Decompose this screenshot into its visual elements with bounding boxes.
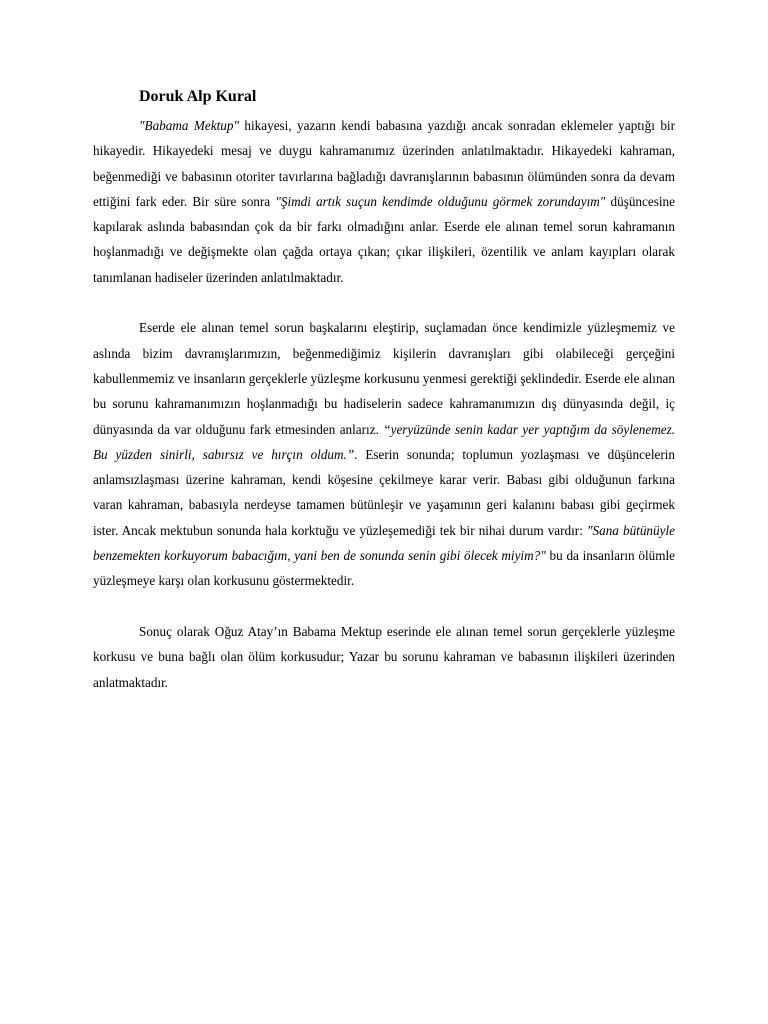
- quote-text: "Şimdi artık suçun kendimde olduğunu görmek zorundayım": [275, 193, 606, 209]
- paragraph-text: Sonuç olarak Oğuz Atay’ın Babama Mektup eserinde ele alınan temel sorun gerçeklerle yüzleşme korkusu ve buna bağlı olan ölüm korkusudur; Yazar bu sorunu kahraman ve babasının ilişkileri üzerinden anlatmaktadır.: [93, 623, 675, 690]
- paragraph-2: [93, 315, 675, 593]
- document-body: [93, 86, 675, 695]
- paragraph-text: . Eserin sonunda; toplumun yozlaşması ve düşüncelerin anlamsızlaşması üzerine kahraman, kendi köşesine çekilmeye karar verir. Babası gibi olduğunun farkına varan kahraman, babasıyla nerdeyse tamamen bütünleşir ve yaşamının geri kalanını babası gibi geçirmek ister. Ancak mektubun sonunda hala korktuğu ve yüzleşemediği tek bir nihai durum vardır:: [93, 446, 675, 538]
- paragraph-gap: [93, 290, 675, 315]
- paragraph-text: hikayesi, yazarın kendi babasına yazdığı ancak sonradan eklemeler yaptığı bir hikayedir. Hikayedeki mesaj ve duygu kahramanımız üzerinden anlatılmaktadır. Hikayedeki kahraman, beğenmediği ve babasının otoriter tavırlarına bağladığı davranışlarının babasının ölümünden sonra da devam ettiğini fark eder. Bir süre sonra: [93, 118, 675, 209]
- paragraph-3: [93, 619, 675, 695]
- paragraph-text: bu da insanların ölümle yüzleşmeye karşı olan korkusunu göstermektedir.: [93, 548, 675, 589]
- paragraph-gap: [93, 594, 675, 619]
- quote-text: "Sana bütünüyle benzemekten korkuyorum babacığım, yani ben de sonunda senin gibi ölecek miyim?": [93, 522, 675, 564]
- author-name: Doruk Alp Kural: [139, 88, 257, 105]
- paragraph-text: Eserde ele alınan temel sorun başkalarını eleştirip, suçlamadan önce kendimizle yüzleşmemiz ve aslında bizim davranışlarımızın, beğenmediğimiz kişilerin davranışları gibi olabileceği gerçeğini kabullenmemiz ve insanların gerçeklerle yüzleşme korkusunu yenmesi gerektiği şeklindedir. Eserde ele alınan bu sorunu kahramanımızın hoşlanmadığı bu hadiselerin sadece kahramanımızın dış dünyasında değil, iç dünyasında da var olduğunu fark etmesinden anlarız.: [93, 320, 675, 437]
- paragraph-text: düşüncesine kapılarak aslında babasından çok da bir farkı olmadığını anlar. Eserde ele alınan temel sorun kahramanın hoşlanmadığı ve değişmekte olan çağda ortaya çıkan; çıkar ilişkileri, özentilik ve anlam kayıpları olarak tanımlanan hadiseler üzerinden anlatılmaktadır.: [93, 193, 675, 285]
- paragraph-1: [93, 113, 675, 290]
- quote-title: "Babama Mektup": [139, 118, 239, 133]
- quote-text: “yeryüzünde senin kadar yer yaptığım da söylenemez. Bu yüzden sinirli, sabırsız ve hırçın oldum.”: [93, 421, 675, 462]
